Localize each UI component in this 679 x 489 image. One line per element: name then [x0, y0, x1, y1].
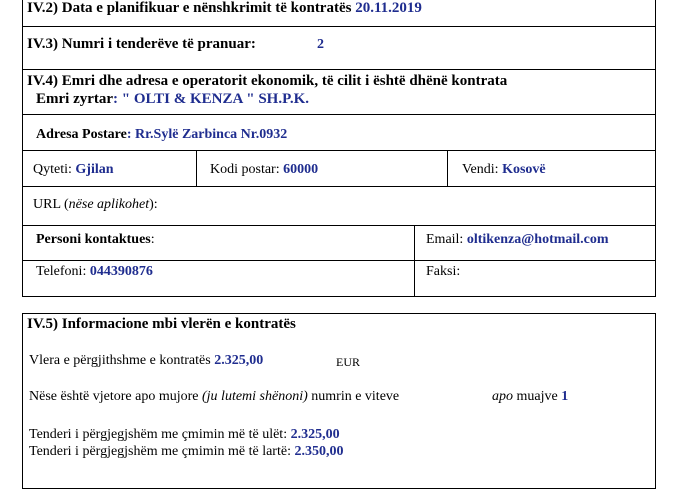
currency: EUR — [336, 355, 360, 369]
planned-signing-label: IV.2) Data e planifikuar e nënshkrimit të kontratës — [27, 0, 352, 16]
annual-monthly-label: Nëse është vjetore apo mujore — [29, 389, 199, 404]
country-value: Kosovë — [502, 162, 546, 177]
years-label: numrin e viteve — [311, 389, 400, 404]
phone-label: Telefoni: — [36, 264, 87, 279]
postal-code-label: Kodi postar: — [210, 162, 280, 177]
divider — [22, 260, 656, 261]
official-name-label: Emri zyrtar — [36, 91, 114, 107]
lowest-price-label: Tenderi i përgjegjshëm me çmimin më të ulët: — [29, 427, 288, 442]
fax-cell — [426, 264, 460, 280]
section-iv3 — [27, 36, 256, 52]
city-label: Qyteti: — [33, 162, 72, 177]
divider — [414, 225, 415, 297]
url-row — [33, 197, 158, 213]
total-value-row — [29, 353, 263, 369]
divider — [22, 186, 656, 187]
tenders-received-label: IV.3) Numri i tenderëve të pranuar: — [27, 36, 256, 52]
tenders-received-value: 2 — [317, 37, 324, 52]
divider — [22, 69, 656, 70]
total-value: 2.325,00 — [214, 353, 264, 368]
official-name-row — [36, 91, 309, 107]
postal-address-row — [36, 127, 287, 143]
section-iv2 — [27, 0, 422, 16]
divider — [22, 26, 656, 27]
contact-person-cell — [36, 232, 155, 248]
lowest-price-row — [29, 427, 340, 443]
official-name-value: : " OLTI & KENZA " SH.P.K. — [113, 91, 310, 107]
section-iv4-heading: IV.4) Emri dhe adresa e operatorit ekonomik, të cilit i është dhënë kontrata — [27, 73, 508, 89]
months-cell — [492, 389, 568, 405]
lowest-price-value: 2.325,00 — [290, 427, 340, 442]
fax-label: Faksi: — [426, 264, 461, 279]
planned-signing-date: 20.11.2019 — [355, 0, 422, 16]
or-word: apo — [492, 389, 513, 404]
section-iv5-heading: IV.5) Informacione mbi vlerën e kontratës — [27, 316, 296, 332]
phone-value: 044390876 — [89, 264, 153, 279]
url-label: URL ( — [33, 197, 69, 212]
postal-address-value: : Rr.Sylë Zarbinca Nr.0932 — [126, 127, 288, 142]
annual-monthly-note: (ju lutemi shënoni) — [202, 389, 308, 404]
highest-price-row — [29, 444, 343, 460]
url-label-end: ): — [149, 197, 158, 212]
postal-code-value: 60000 — [283, 162, 319, 177]
url-note: nëse aplikohet — [68, 197, 150, 212]
country-cell — [462, 162, 546, 178]
country-label: Vendi: — [462, 162, 499, 177]
phone-cell — [36, 264, 153, 280]
divider — [196, 150, 197, 186]
contact-person-label: Personi kontaktues — [36, 232, 151, 247]
months-value: 1 — [561, 389, 569, 404]
annual-monthly-row — [29, 389, 399, 405]
email-label: Email: — [426, 232, 464, 247]
city-value: Gjilan — [75, 162, 114, 177]
divider — [22, 225, 656, 226]
total-value-label: Vlera e përgjithshme e kontratës — [29, 353, 211, 368]
highest-price-label: Tenderi i përgjegjshëm me çmimin më të lartë: — [29, 444, 291, 459]
months-label: muajve — [516, 389, 558, 404]
email-value: oltikenza@hotmail.com — [466, 232, 609, 247]
contact-person-colon: : — [150, 232, 155, 247]
highest-price-value: 2.350,00 — [294, 444, 344, 459]
divider — [22, 114, 656, 115]
city-cell — [33, 162, 114, 178]
postal-address-label: Adresa Postare — [36, 127, 127, 142]
email-cell — [426, 232, 609, 248]
divider — [447, 150, 448, 186]
divider — [22, 150, 656, 151]
postal-code-cell — [210, 162, 318, 178]
